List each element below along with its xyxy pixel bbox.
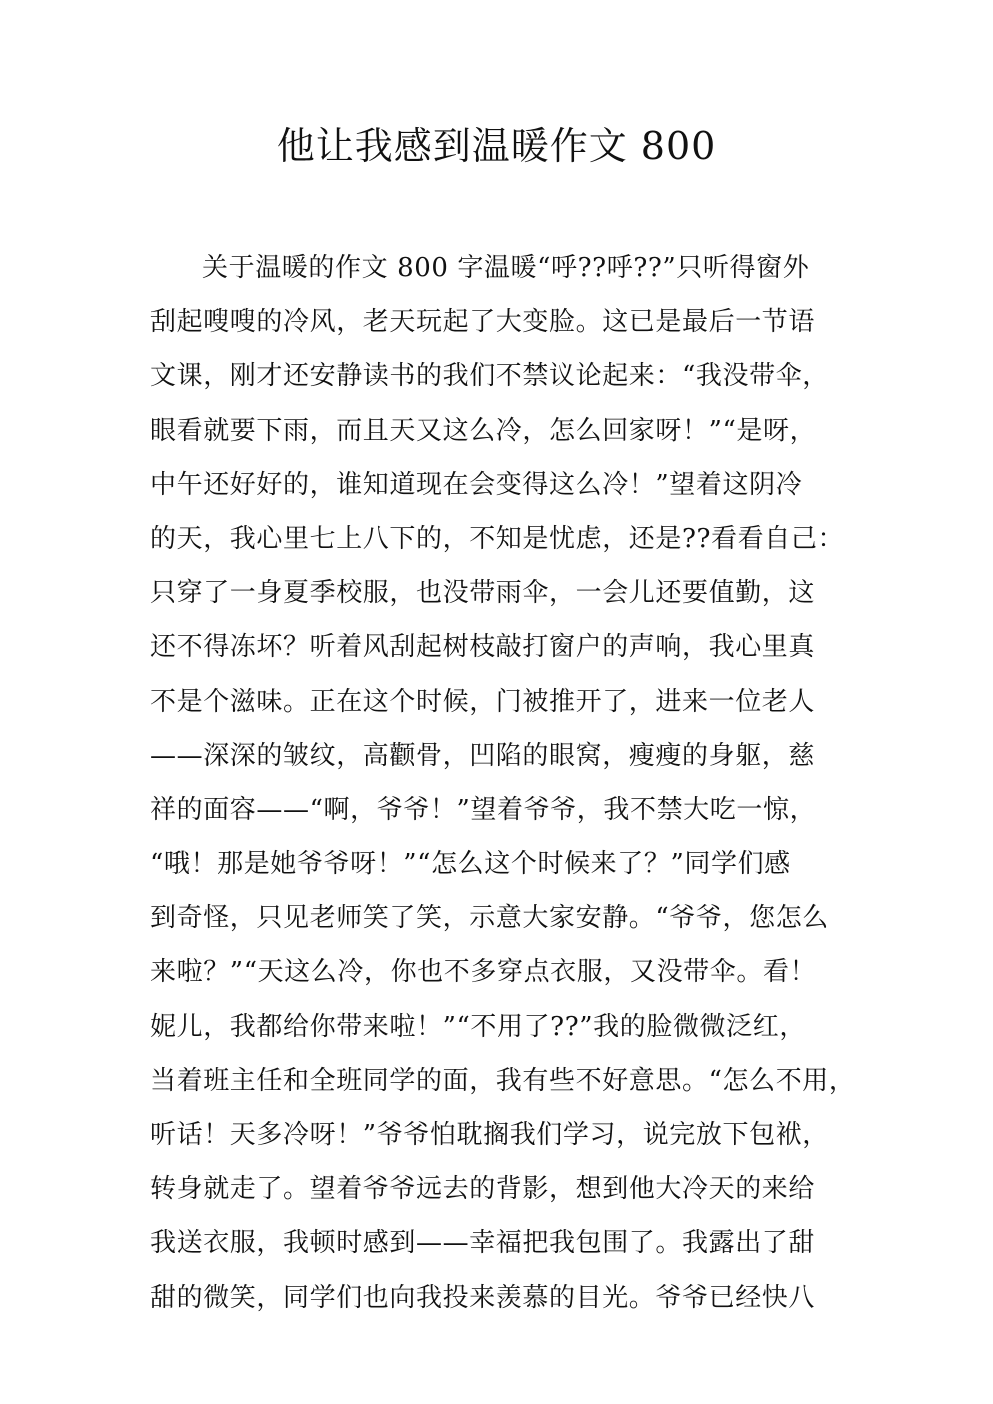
paragraph-line: 转身就走了。望着爷爷远去的背影，想到他大冷天的来给: [150, 1174, 816, 1205]
paragraph-line: 不是个滋味。正在这个时候，门被推开了，进来一位老人: [150, 686, 816, 717]
paragraph-line: 听话！天多冷呀！”爷爷怕耽搁我们学习，说完放下包袱，: [150, 1120, 829, 1150]
paragraph-line: 眼看就要下雨，而且天又这么冷，怎么回家呀！”“是呀，: [150, 415, 817, 446]
paragraph-line: 妮儿，我都给你带来啦！”“不用了??”我的脸微微泛红，: [150, 1011, 806, 1042]
paragraph-line: 来啦？”“天这么冷，你也不多穿点衣服，又没带伞。看！: [150, 957, 817, 988]
paragraph-line: 中午还好好的，谁知道现在会变得这么冷！”望着这阴冷: [150, 469, 803, 500]
paragraph-line: 祥的面容——“啊，爷爷！”望着爷爷，我不禁大吃一惊，: [150, 794, 817, 825]
paragraph-line: 的天，我心里七上八下的，不知是忧虑，还是??看看自己：: [150, 523, 845, 554]
paragraph-line: 刮起嗖嗖的冷风，老天玩起了大变脸。这已是最后一节语: [150, 307, 816, 338]
paragraph-line: 关于温暖的作文 800 字温暖“呼??呼??”只听得窗外: [202, 253, 810, 283]
paragraph-line: 只穿了一身夏季校服，也没带雨伞，一会儿还要值勤，这: [150, 578, 816, 609]
document-body: [150, 241, 856, 1325]
paragraph-line: ——深深的皱纹，高颧骨，凹陷的眼窝，瘦瘦的身躯，慈: [150, 740, 816, 771]
paragraph-line: 还不得冻坏？听着风刮起树枝敲打窗户的声响，我心里真: [150, 632, 816, 663]
paragraph-line: 文课，刚才还安静读书的我们不禁议论起来：“我没带伞，: [150, 361, 829, 392]
paragraph-line: 当着班主任和全班同学的面，我有些不好意思。“怎么不用，: [150, 1065, 856, 1096]
paragraph-line: “哦！那是她爷爷呀！”“怎么这个时候来了？”同学们感: [150, 849, 791, 880]
paragraph-line: 甜的微笑，同学们也向我投来羡慕的目光。爷爷已经快八: [150, 1282, 816, 1313]
document-title: 他让我感到温暖作文 800: [276, 124, 717, 168]
paragraph-line: 到奇怪，只见老师笑了笑，示意大家安静。“爷爷，您怎么: [150, 903, 829, 934]
paragraph-line: 我送衣服，我顿时感到——幸福把我包围了。我露出了甜: [150, 1228, 816, 1259]
